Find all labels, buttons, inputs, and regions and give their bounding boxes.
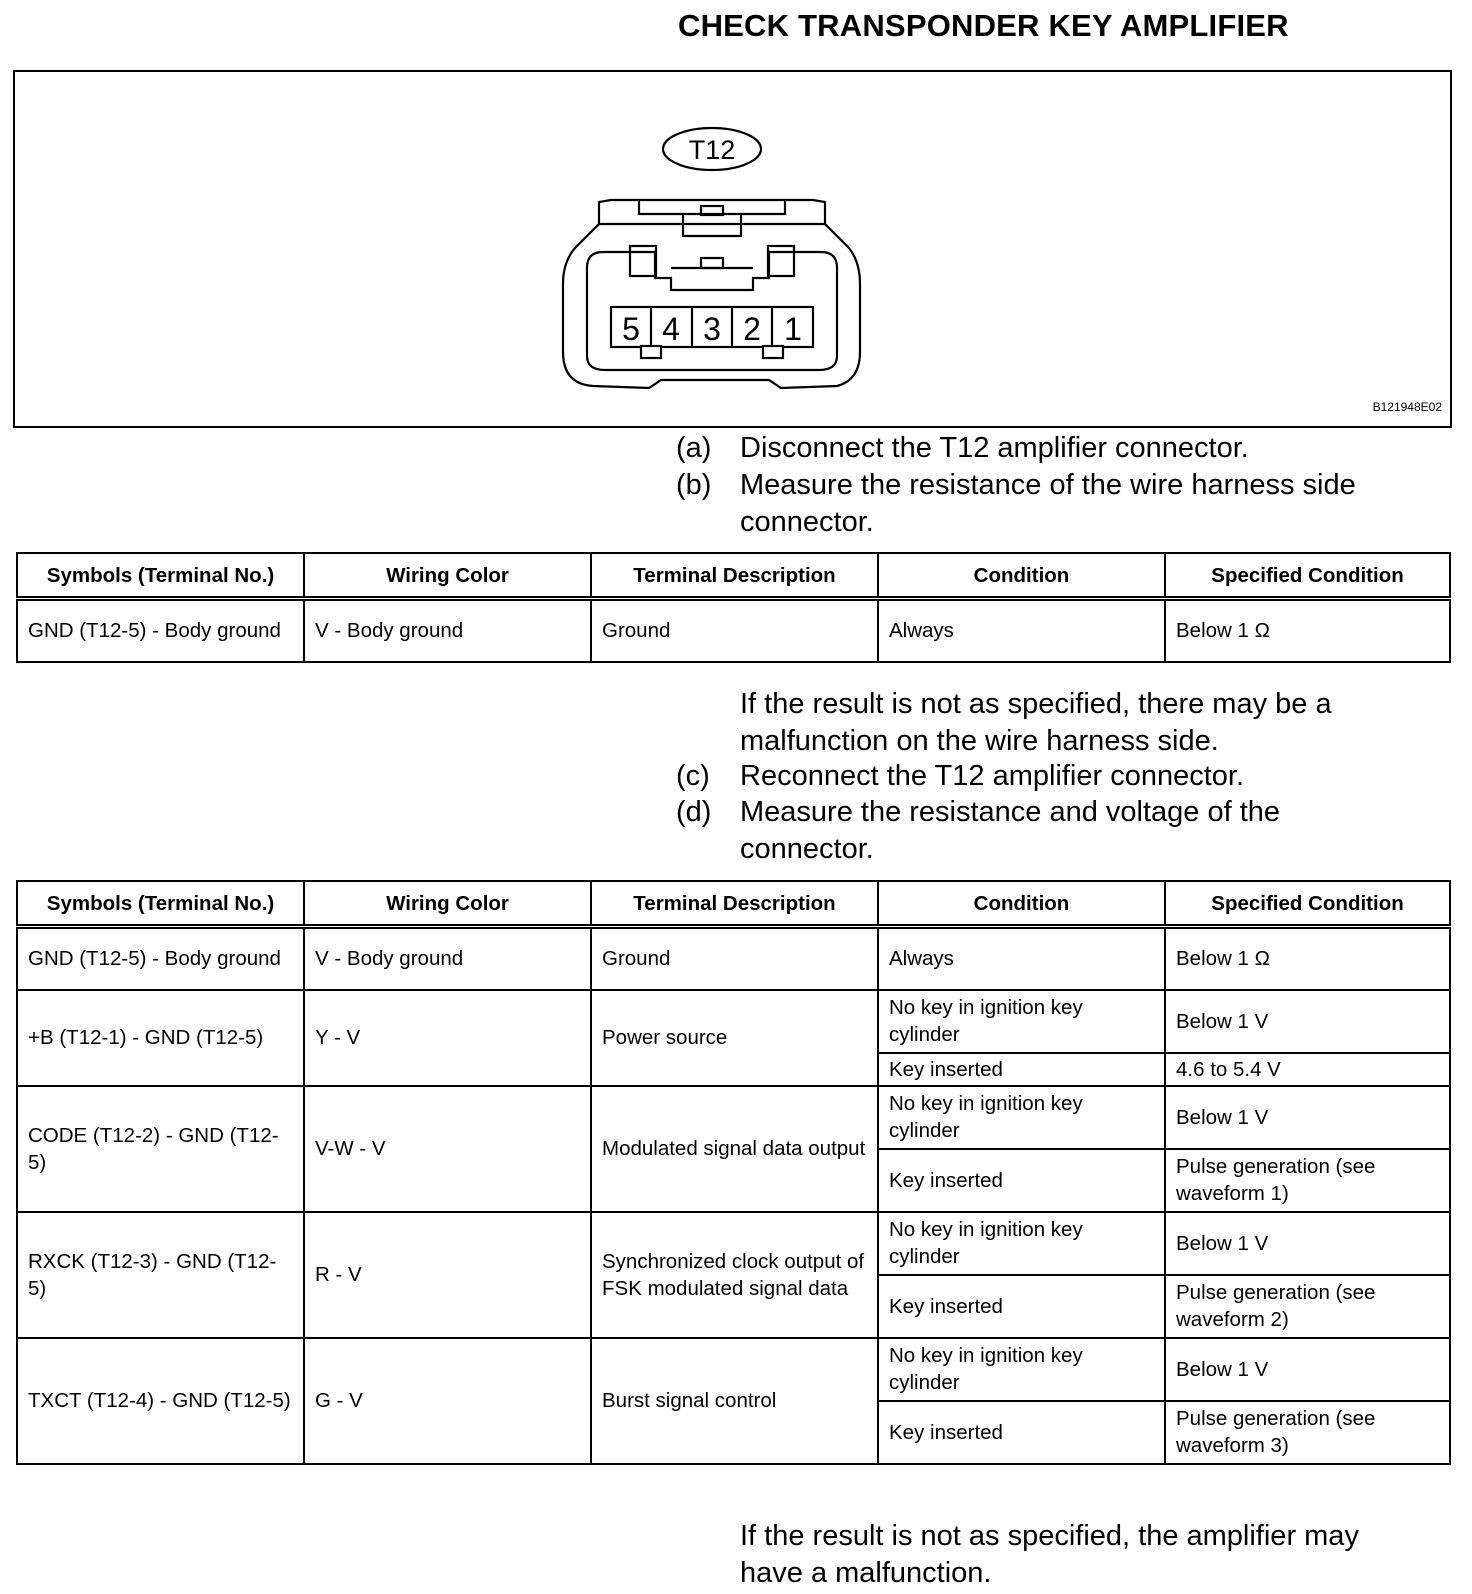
table-row [17, 1086, 1450, 1149]
wiring-color-cell: V-W - V [304, 1086, 591, 1212]
symbol-cell: GND (T12-5) - Body ground [17, 927, 304, 990]
table-row [17, 990, 1450, 1053]
step-d [676, 794, 1420, 868]
step-label: (a) [676, 432, 712, 464]
condition-cell: No key in ignition key cylinder [878, 1338, 1165, 1401]
pin-label: 3 [703, 311, 721, 347]
column-header: Condition [878, 881, 1165, 927]
condition-cell: Key inserted [878, 1275, 1165, 1338]
table-row [17, 927, 1450, 990]
wiring-color-cell: V - Body ground [304, 599, 591, 662]
table-header-row [17, 553, 1450, 599]
pin-label: 2 [743, 311, 761, 347]
step-label: (c) [676, 760, 710, 792]
left-lock-slot [630, 246, 656, 276]
symbol-cell: GND (T12-5) - Body ground [17, 599, 304, 662]
connector-figure [13, 70, 1452, 428]
symbol-cell: RXCK (T12-3) - GND (T12-5) [17, 1212, 304, 1338]
wiring-color-cell: V - Body ground [304, 927, 591, 990]
condition-cell: Always [878, 599, 1165, 662]
wiring-color-cell: R - V [304, 1212, 591, 1338]
symbol-cell: CODE (T12-2) - GND (T12-5) [17, 1086, 304, 1212]
spec-cell: Below 1 V [1165, 1212, 1450, 1275]
connector-label: T12 [688, 135, 736, 165]
column-header: Specified Condition [1165, 553, 1450, 599]
pin-label: 5 [622, 311, 640, 347]
spec-cell: Below 1 Ω [1165, 927, 1450, 990]
condition-cell: Key inserted [878, 1149, 1165, 1212]
column-header: Wiring Color [304, 881, 591, 927]
connector-housing [563, 200, 860, 388]
table-row [17, 599, 1450, 662]
description-cell: Burst signal control [591, 1338, 878, 1464]
description-cell: Power source [591, 990, 878, 1086]
step-text: Measure the resistance and voltage of the connector. [740, 796, 1281, 865]
condition-cell: Key inserted [878, 1053, 1165, 1086]
spec-cell: 4.6 to 5.4 V [1165, 1053, 1450, 1086]
spec-cell: Pulse generation (see waveform 1) [1165, 1149, 1450, 1212]
wiring-color-cell: G - V [304, 1338, 591, 1464]
step-label: (b) [676, 469, 712, 501]
column-header: Symbols (Terminal No.) [17, 881, 304, 927]
spec-cell: Below 1 V [1165, 1338, 1450, 1401]
description-cell: Synchronized clock output of FSK modulated signal data [591, 1212, 878, 1338]
spec-cell: Below 1 Ω [1165, 599, 1450, 662]
column-header: Terminal Description [591, 881, 878, 927]
note-harness-side: If the result is not as specified, there may be a malfunction on the wire harness side. [740, 688, 1332, 757]
column-header: Condition [878, 553, 1165, 599]
pin-label: 4 [662, 311, 680, 347]
column-header: Specified Condition [1165, 881, 1450, 927]
connector-t12-diagram [15, 72, 1450, 426]
table-header-row [17, 881, 1450, 927]
spec-cell: Below 1 V [1165, 990, 1450, 1053]
condition-cell: Key inserted [878, 1401, 1165, 1464]
condition-cell: No key in ignition key cylinder [878, 990, 1165, 1053]
column-header: Wiring Color [304, 553, 591, 599]
pin-label: 1 [784, 311, 802, 347]
condition-cell: Always [878, 927, 1165, 990]
note-amplifier: If the result is not as specified, the amplifier may have a malfunction. [740, 1520, 1359, 1589]
page-title: CHECK TRANSPONDER KEY AMPLIFIER [678, 8, 1289, 43]
description-cell: Ground [591, 927, 878, 990]
table-connector [16, 880, 1451, 1465]
spec-cell: Below 1 V [1165, 1086, 1450, 1149]
step-text: Measure the resistance of the wire harness side connector. [740, 469, 1356, 538]
step-label: (d) [676, 796, 712, 828]
step-text: Reconnect the T12 amplifier connector. [740, 760, 1245, 792]
right-lock-slot [768, 246, 794, 276]
description-cell: Ground [591, 599, 878, 662]
condition-cell: No key in ignition key cylinder [878, 1212, 1165, 1275]
spec-cell: Pulse generation (see waveform 3) [1165, 1401, 1450, 1464]
step-a [676, 430, 1420, 467]
symbol-cell: TXCT (T12-4) - GND (T12-5) [17, 1338, 304, 1464]
condition-cell: No key in ignition key cylinder [878, 1086, 1165, 1149]
table-harness-side [16, 552, 1451, 663]
spec-cell: Pulse generation (see waveform 2) [1165, 1275, 1450, 1338]
figure-id: B121948E02 [1372, 400, 1442, 414]
step-text: Disconnect the T12 amplifier connector. [740, 432, 1249, 464]
table-row [17, 1338, 1450, 1401]
column-header: Terminal Description [591, 553, 878, 599]
symbol-cell: +B (T12-1) - GND (T12-5) [17, 990, 304, 1086]
description-cell: Modulated signal data output [591, 1086, 878, 1212]
step-b [676, 467, 1420, 541]
table-row [17, 1212, 1450, 1275]
column-header: Symbols (Terminal No.) [17, 553, 304, 599]
wiring-color-cell: Y - V [304, 990, 591, 1086]
step-c [676, 758, 1420, 795]
